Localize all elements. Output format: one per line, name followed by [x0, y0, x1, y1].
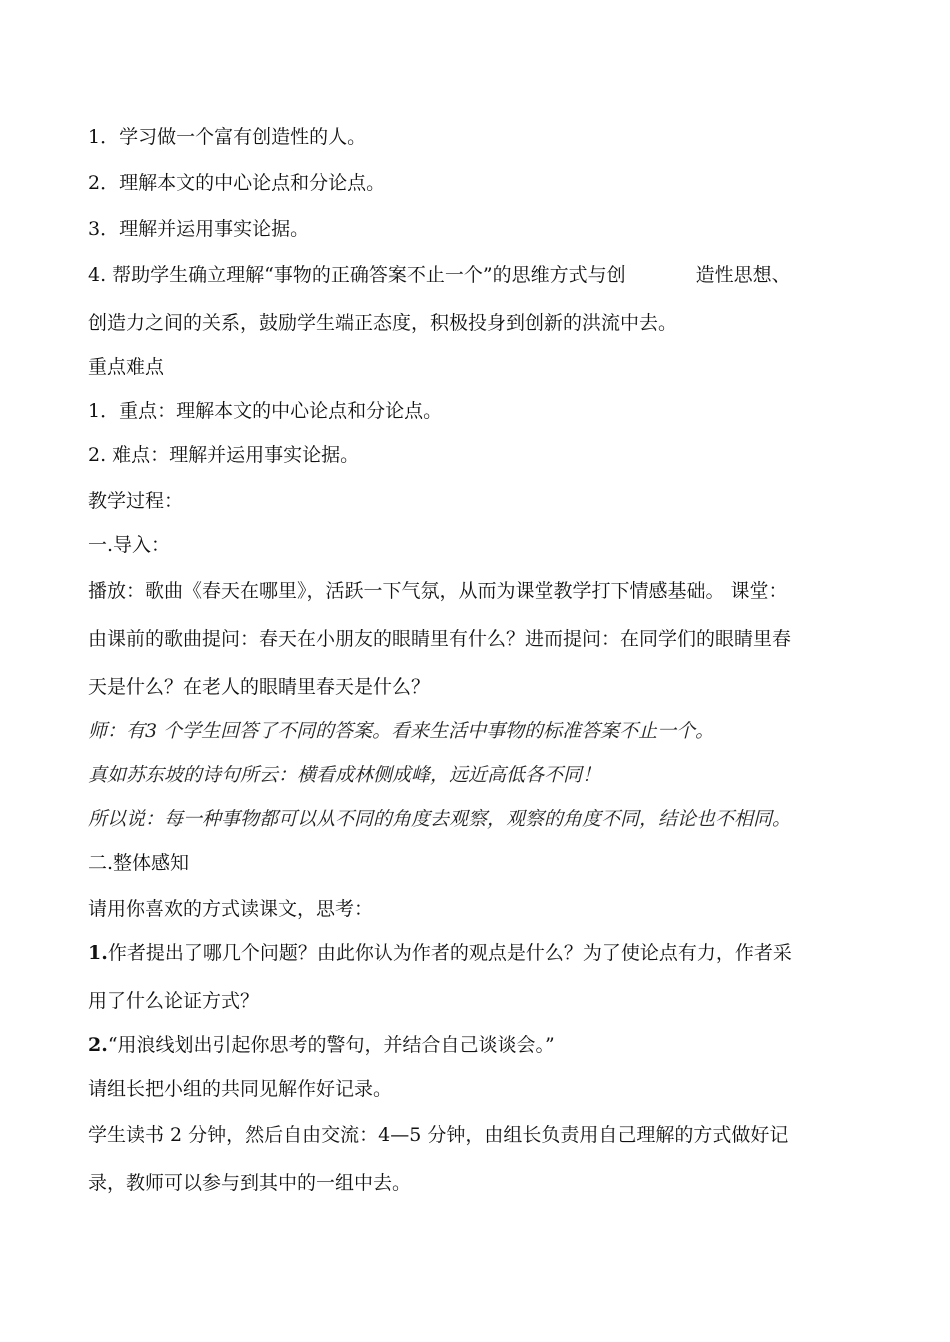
- section-1-line-1: 播放：歌曲《春天在哪里》，活跃一下气氛，从而为课堂教学打下情感基础。 课堂：: [88, 580, 788, 602]
- teacher-line-3: 所以说：每一种事物都可以从不同的角度去观察，观察的角度不同，结论也不相同。: [88, 808, 792, 830]
- objective-4-part-2: 造性思想、: [695, 264, 791, 286]
- question-1-line-1: [88, 940, 880, 966]
- teacher-line-2: 真如苏东坡的诗句所云：横看成林侧成峰，远近高低各不同！: [88, 764, 602, 786]
- question-2: [88, 1032, 880, 1058]
- objective-3: 3．理解并运用事实论据。: [88, 218, 310, 240]
- group-note: 请组长把小组的共同见解作好记录。: [88, 1078, 393, 1100]
- objective-2: 2．理解本文的中心论点和分论点。: [88, 172, 386, 194]
- section-1-heading: 一.导入：: [88, 534, 171, 556]
- question-2-number: 2.: [88, 1034, 108, 1056]
- section-2-intro: 请用你喜欢的方式读课文，思考：: [88, 898, 374, 920]
- section-2-heading: 二.整体感知: [88, 852, 190, 874]
- objective-1: 1．学习做一个富有创造性的人。: [88, 126, 367, 148]
- objective-4-part-1: 4. 帮助学生确立理解“事物的正确答案不止一个”的思维方式与创: [88, 264, 626, 286]
- objective-4-line-1: [88, 262, 880, 288]
- question-1-number: 1.: [88, 942, 108, 964]
- key-points-heading: 重点难点: [88, 356, 165, 378]
- key-point-2: 2. 难点：理解并运用事实论据。: [88, 444, 360, 466]
- key-point-1: 1．重点：理解本文的中心论点和分论点。: [88, 400, 443, 422]
- activity-line-1: 学生读书 2 分钟，然后自由交流：4—5 分钟，由组长负责用自己理解的方式做好记: [88, 1124, 789, 1146]
- question-2-text: “用浪线划出引起你思考的警句，并结合自己谈谈会。”: [107, 1034, 555, 1056]
- section-1-line-2: 由课前的歌曲提问：春天在小朋友的眼睛里有什么？进而提问：在同学们的眼睛里春: [88, 628, 792, 650]
- question-1-line-2: 用了什么论证方式？: [88, 990, 260, 1012]
- objective-4-line-2: 创造力之间的关系，鼓励学生端正态度，积极投身到创新的洪流中去。: [88, 312, 678, 334]
- teacher-line-1: 师：有3 个学生回答了不同的答案。看来生活中事物的标准答案不止一个。: [88, 720, 715, 742]
- section-1-line-3: 天是什么？在老人的眼睛里春天是什么？: [88, 676, 431, 698]
- activity-line-2: 录，教师可以参与到其中的一组中去。: [88, 1172, 412, 1194]
- process-heading: 教学过程：: [88, 490, 184, 512]
- question-1-text: 作者提出了哪几个问题？由此你认为作者的观点是什么？为了使论点有力，作者采: [107, 942, 792, 964]
